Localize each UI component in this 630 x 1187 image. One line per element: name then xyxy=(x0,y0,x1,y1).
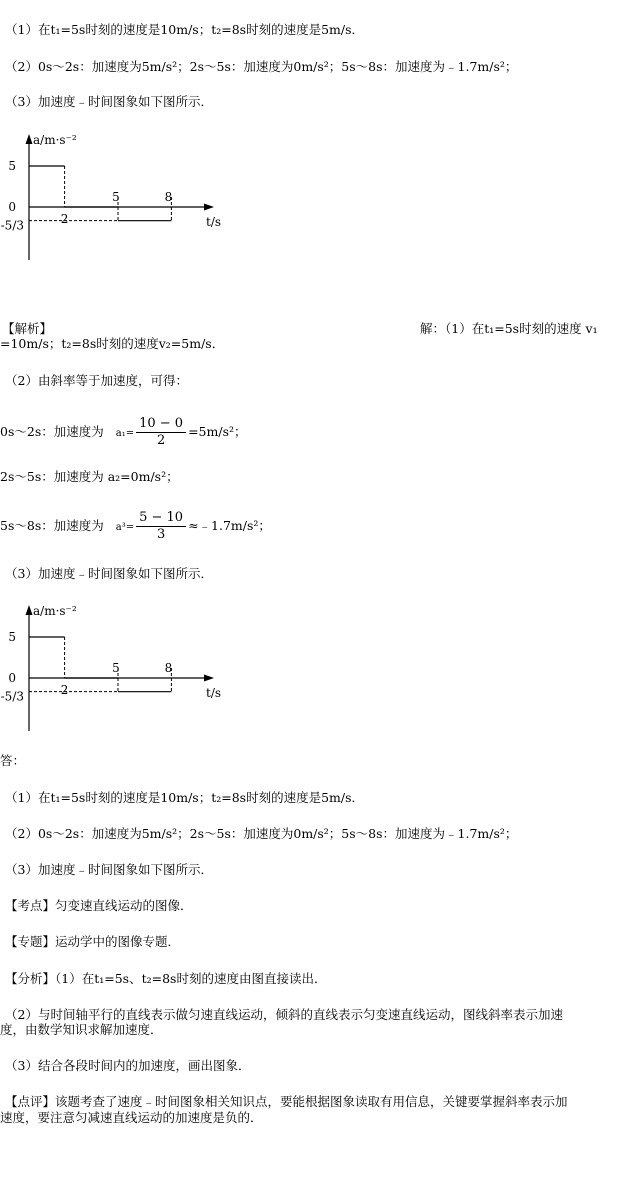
answer1-line3: （3）加速度﹣时间图象如下图所示． xyxy=(5,94,213,109)
note-dianping-a: 【点评】该题考查了速度﹣时间图象相关知识点，要能根据图象读取有用信息，关键要掌握斜率表示加 xyxy=(5,1094,568,1109)
seg3-denominator: 3 xyxy=(156,527,166,542)
x-tick-8: 8 xyxy=(164,190,173,204)
answer1-line2: （2）0s～2s：加速度为5m/s²；2s～5s：加速度为0m/s²；5s～8s：加速度为﹣1.7m/s²； xyxy=(5,59,518,74)
analysis-line3: （3）加速度﹣时间图象如下图所示． xyxy=(5,566,213,581)
seg3-fraction xyxy=(136,510,186,543)
seg1-result: =5m/s²； xyxy=(188,424,247,439)
acceleration-time-graph-1 xyxy=(0,128,240,264)
note-fenxi3: （3）结合各段时间内的加速度，画出图象． xyxy=(5,1058,251,1073)
y-tick-5: 5 xyxy=(8,159,16,173)
x-tick-8: 8 xyxy=(164,661,173,675)
answer2-line3: （3）加速度﹣时间图象如下图所示． xyxy=(5,862,213,877)
note-fenxi: 【分析】（1）在t₁=5s、t₂=8s时刻的速度由图直接读出． xyxy=(5,971,327,986)
x-axis-label: t/s xyxy=(206,215,222,229)
answer2-line1: （1）在t₁=5s时刻的速度是10m/s；t₂=8s时刻的速度是5m/s． xyxy=(5,790,365,805)
note-kaodian: 【考点】匀变速直线运动的图像． xyxy=(5,898,193,913)
x-axis-arrow xyxy=(204,675,214,682)
note-fenxi2-b: 度，由数学知识求解加速度． xyxy=(0,1022,163,1037)
y-axis-arrow xyxy=(26,134,33,144)
analysis-seg3 xyxy=(0,504,271,550)
y-tick-0: 0 xyxy=(8,200,16,214)
seg1-numerator: 10 − 0 xyxy=(136,416,186,433)
seg3-result: ≈﹣1.7m/s²； xyxy=(188,518,271,533)
seg1-fraction xyxy=(136,416,186,449)
answer2-label: 答： xyxy=(0,753,26,768)
answer1-line1: （1）在t₁=5s时刻的速度是10m/s；t₂=8s时刻的速度是5m/s． xyxy=(5,22,365,37)
seg3-var: a³= xyxy=(115,522,135,533)
seg3-prefix: 5s～8s：加速度为 xyxy=(0,518,104,533)
analysis-seg1 xyxy=(0,410,247,456)
analysis-seg2: 2s～5s：加速度为 a₂=0m/s²； xyxy=(0,469,179,484)
analysis-line1-cont: =10m/s；t₂=8s时刻的速度v₂=5m/s． xyxy=(0,336,225,351)
x-tick-5: 5 xyxy=(112,661,120,675)
y-axis-label: a/m·s⁻² xyxy=(33,133,77,147)
x-tick-2: 2 xyxy=(60,683,69,697)
x-axis-label: t/s xyxy=(206,686,222,700)
analysis-header: 【解析】 xyxy=(2,321,53,336)
note-fenxi2-a: （2）与时间轴平行的直线表示做匀速直线运动，倾斜的直线表示匀变速直线运动，图线斜率表示加速 xyxy=(5,1007,563,1022)
y-tick-5: 5 xyxy=(8,630,16,644)
x-axis-arrow xyxy=(204,204,214,211)
y-tick-neg: -5/3 xyxy=(0,689,24,704)
note-dianping-b: 速度，要注意匀减速直线运动的加速度是负的． xyxy=(0,1110,263,1125)
answer2-line2: （2）0s～2s：加速度为5m/s²；2s～5s：加速度为0m/s²；5s～8s：加速度为﹣1.7m/s²； xyxy=(5,826,518,841)
y-tick-0: 0 xyxy=(8,671,16,685)
seg1-prefix: 0s～2s：加速度为 xyxy=(0,424,104,439)
analysis-solution-label: 解：（1）在t₁=5s时刻的速度 v₁ xyxy=(420,321,598,336)
y-tick-neg: -5/3 xyxy=(0,218,24,233)
y-axis-arrow xyxy=(26,605,33,615)
x-tick-5: 5 xyxy=(112,190,120,204)
y-axis-label: a/m·s⁻² xyxy=(33,604,77,618)
acceleration-time-graph-2 xyxy=(0,599,240,735)
seg1-denominator: 2 xyxy=(156,433,166,448)
x-tick-2: 2 xyxy=(60,212,69,226)
analysis-line2: （2）由斜率等于加速度，可得： xyxy=(5,373,188,388)
seg1-var: a₁= xyxy=(115,428,135,439)
seg3-numerator: 5 − 10 xyxy=(136,510,186,527)
note-zhuanti: 【专题】运动学中的图像专题． xyxy=(5,934,181,949)
